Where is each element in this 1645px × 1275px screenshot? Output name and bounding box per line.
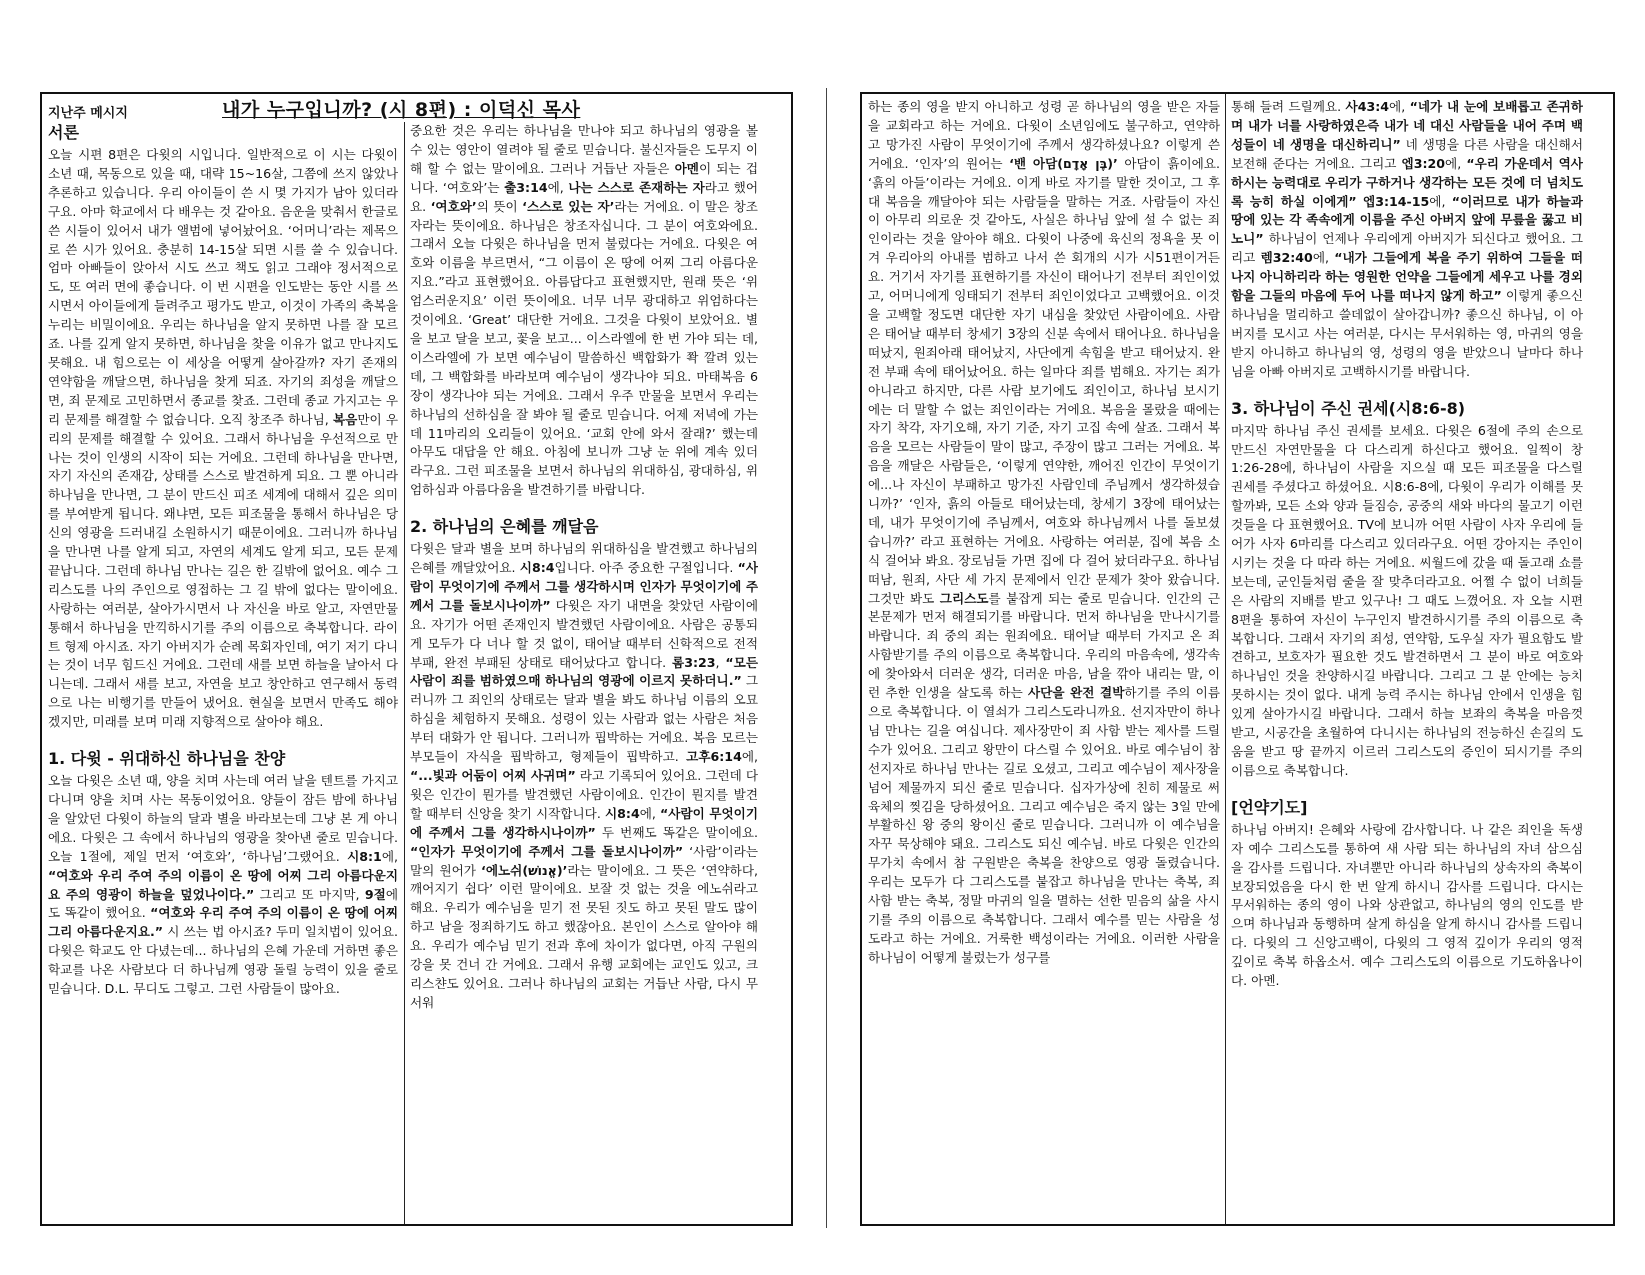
left-column-2 xyxy=(410,122,758,1220)
section-1-paragraph xyxy=(48,772,398,999)
text: 중요한 것은 우리는 하나님을 만나야 되고 하나님의 영광을 볼 수 있는 영안이 열려야 될 줄로 믿습니다. 불신자들은 도무지 이해 할 수 없는 말이에요. 그러나 거듭난 자들은 xyxy=(410,123,758,176)
quote: “내가 그들에게 복을 주기 위하여 그들을 떠나지 아니하리라 하는 영원한 언약을 그들에게 세우고 나를 경외함을 그들의 마음에 두어 나를 떠나지 않게 하고” xyxy=(1231,250,1583,304)
quote: ‘스스로 있는 자’ xyxy=(522,198,615,214)
prayer-paragraph: 하나님 아버지! 은혜와 사랑에 감사합니다. 나 같은 죄인을 독생자 예수 그리스도를 통하여 새 사람 되는 하나님의 자녀 삼으심을 감사를 드립니다. 자녀뿐만 아니라 하나님의 상속자의 축복이 보장되었음을 다시 한 번 알게 하시니 감사를 드립니다. 다시는 무서워하는 종의 영이 나와 상관없고, 하나님의 영의 인도를 받으며 하나님과 동행하며 살게 하심을 알게 하시니 감사를 드립니다. 다윗의 그 신앙고백이, 다윗의 그 영적 깊이가 우리의 영적 깊이로 축복 하옵소서. 예수 그리스도의 이름으로 기도하옵나이다. 아멘. xyxy=(1231,821,1583,989)
intro-bold: 복음 xyxy=(332,411,358,427)
text: 라는 말이에요. 그 뜻은 ‘연약하다, 깨어지기 쉽다’ 이런 말이에요. 보잘 것 없는 것을 에노쉬라고 해요. 우리가 예수님을 믿기 전 못된 짓도 하고 못된 말도 많이 하고 남을 정죄하기도 하고 했잖아요. 본인이 스스로 알아야 해요. 우리가 예수님 믿기 전과 후에 차이가 없다면, 아직 구원의 강을 못 건너 간 거에요. 그래서 유행 교회에는 교인도 있고, 크리스챤도 있어요. 그러나 하나님의 교회는 거듭난 사람, 다시 무서워 xyxy=(410,862,758,1010)
text: 아담이 흙이에요. ‘흙의 아들’이라는 거에요. 이게 바로 자기를 말한 것이고, 그 후대 복음을 깨달아야 되는 사람들을 말하는 거죠. 사람들이 자신이 아무리 의로운 것 같아도, 사실은 하나님 앞에 설 수 없는 죄인이라는 것을 알아야 해요. 다윗이 나중에 육신의 정욕을 못 이겨 우리아의 아내를 범하고 나서 쓴 회개의 시가 시51편이거든요. 거기서 자기를 표현하기를 자신이 태어나기 전부터 죄인이었고, 어머니에게 잉태되기 전부터 죄인이었다고 고백했어요. 이것을 고백할 정도면 대단한 자기 내심을 찾았던 사람이에요. 사람은 태어날 때부터 창세기 3장의 신분 속에서 태어나요. 하나님을 떠났지, 원죄아래 태어났지, 사단에게 속힘을 받고 태어났지. 완전 부패 속에 태어났어요. 하는 일마다 죄를 범해요. 자기는 죄가 아니라고 하지만, 다른 사람 보기에도 죄인이고, 하나님 보시기에는 더 말할 수 없는 죄인이라는 거에요. 복음을 몰랐을 때에는 자기 착각, 자기오해, 자기 기준, 자기 고집 속에 살죠. 그래서 복음을 모르는 사람들이 말이 많고, 주장이 많고 그러는 거에요. 복음을 깨달은 사람들은, ‘이렇게 연약한, 깨어진 인간이 무엇이기에...나 자신이 부패하고 망가진 사람인데 주님께서 생각하셨습니까?’ ‘인자, 흙의 아들로 태어났는데, 창세기 3장에 태어났는데, 내가 무엇이기에 주님께서, 여호와 하나님께서 나를 돌보셨습니까?’ 라고 표현하는 거에요. 사랑하는 여러분, 집에 복음 소식 걸어놔 봐요. 장로님들 가면 집에 다 걸어 놨더라구요. 하나님 떠남, 원죄, 사단 세 가지 문제에서 인간 문제가 찾아 왔습니다. 그것만 봐도 xyxy=(868,155,1220,606)
column-divider xyxy=(1225,94,1226,1224)
quote: ‘에노쉬(אֱנוֹשׁ)’ xyxy=(481,862,568,878)
quote: 나는 스스로 존재하는 자 xyxy=(568,179,705,195)
sermon-title: 내가 누구입니까? (시 8편) : 이덕신 목사 xyxy=(222,99,581,121)
heading-section-1: 1. 다윗 - 위대하신 하나님을 찬양 xyxy=(48,749,286,769)
page-header xyxy=(42,94,791,124)
bold-text: 아멘 xyxy=(674,160,699,176)
text: 라고 기록되어 있어요. 그런데 다윗은 인간이 뭔가를 발견했던 사람이에요. 인간이 뭔지를 발견할 때부터 신앙을 찾기 시작합니다. xyxy=(410,768,758,821)
text: 라고 했어요. xyxy=(410,179,758,214)
text: 에, xyxy=(1312,250,1335,266)
s1-text: 에, xyxy=(381,848,398,864)
text: 에, xyxy=(1429,193,1452,209)
quote: “사람이 무엇이기에 주께서 그를 생각하시며 인자가 무엇이기에 주께서 그를 돌보시나이까” xyxy=(410,560,758,613)
bold-text: 사단을 완전 결박 xyxy=(1027,685,1125,701)
heading-intro: 서론 xyxy=(48,123,79,142)
text: 에, xyxy=(1445,155,1467,171)
text: 네 생명을 다른 사람을 대신해서 보전해 준다는 거에요. 그리고 xyxy=(1231,136,1583,171)
section-label: 지난주 메시지 xyxy=(48,106,128,121)
text: 다윗은 자기 내면을 찾았던 사람이에요. 자기가 어떤 존재인지 발견했던 사람이에요. 사람은 공통되게 모두가 다 너나 할 것 없이, 태어날 때부터 신학적으로 전적부패, 완전 부패된 상태로 태어났다고 합니다. xyxy=(410,597,758,670)
bold-text: ‘밴 아담(בֶּן אָדָם)’ xyxy=(1009,155,1118,171)
quote: “...빛과 어둠이 어찌 사귀며” xyxy=(410,768,576,783)
heading-prayer: [언약기도] xyxy=(1231,797,1308,817)
s1-text: 그리고 또 마지막, xyxy=(254,886,365,902)
text: 에, xyxy=(741,749,758,765)
quote: ‘여호와’ xyxy=(430,198,477,214)
s1-text: 오늘 다윗은 소년 때, 양을 치며 사는데 여러 날을 텐트를 가지고 다니며 양을 치며 사는 목동이었어요. 양들이 잠든 밤에 하나님을 알았던 다윗이 하늘의 달과 별을 바라보는데 그냥 본 게 아니에요. 다윗은 그 속에서 하나님의 영광을 찾아낸 줄로 믿습니다. 오늘 1절에, 제일 먼저 ‘여호와’, ‘하나님’그랬어요. xyxy=(48,773,398,864)
right-col2-paragraph xyxy=(1231,98,1583,382)
text: 라는 거에요. 이 말은 창조자라는 뜻이에요. 하나님은 창조자십니다. 그 분이 여호와에요. 그래서 오늘 다윗은 하나님을 먼저 불렀다는 거에요. 다윗은 여호와 이름을 부르면서, “그 이름이 온 땅에 어찌 그리 아름다운지요.”라고 표현했어요. 아름답다고 표현했지만, 원래 뜻은 ‘위엄스러운지요’ 이런 뜻이에요. 너무 너무 광대하고 위엄하다는 것이에요. ‘Great’ 대단한 거에요. 그것을 다윗이 보았어요. 별을 보고 달을 보고, 꽃을 보고... 이스라엘에 한 번 가야 되는 데, 이스라엘에 가 보면 예수님이 말씀하신 백합화가 쫙 깔려 있는데, 그 백합화를 바라보며 예수님이 생각나야 되요. 마태복음 6장이 생각나야 되는 거에요. 그래서 우주 만물을 보면서 우리는 하나님의 선하심을 잘 봐야 될 줄로 믿습니다. 어제 저녁에 가는데 11마리의 오리들이 있어요. ‘교회 안에 와서 잘래?’ 했는데 아무도 대답을 안 해요. 아침에 보니까 그냥 눈 위에 계속 있더라구요. 그런 피조물을 보면서 하나님의 위대하심, 광대하심, 위엄하심과 아름다움을 발견하기를 바랍니다. xyxy=(410,198,758,498)
intro-text: 오늘 시편 8편은 다윗의 시입니다. 일반적으로 이 시는 다윗이 소년 때, 목동으로 있을 때, 대략 15~16살, 그쯤에 쓰지 않았나 추론하고 있습니다. 우리 아이들이 쓴 시 몇 가지가 남아 있더라구요. 아마 학교에서 다 배우는 것 같아요. 음운을 맞춰서 한글로 쓴 시들이 있어서 내가 앨범에 넣어놨어요. ‘어머니’라는 제목으로 쓴 시가 있어요. 충분히 14-15살 되면 시를 쓸 수 있습니다. 엄마 아빠들이 앉아서 시도 쓰고 책도 읽고 그래야 정서적으로도, 또 여러 면에 좋습니다. 이 번 시편을 인도받는 동안 시를 쓰시면서 아이들에게 들려주고 평가도 받고, 이것이 가족의 축복을 누리는 비밀이에요. 우리는 하나님을 알지 못하면 나를 잘 모르죠. 나를 깊게 알지 못하면, 하나님을 찾을 이유가 없고 만나지도 못해요. 내 힘으로는 이 세상을 어떻게 살아갈까? 자기 존재의 연약함을 깨달으면, 하나님을 찾게 되죠. 자기의 죄성을 깨달으면, 죄 문제로 고민하면서 종교를 찾죠. 그런데 종교 가지고는 우리 문제를 해결할 수 없습니다. 오직 창조주 하나님, xyxy=(48,147,398,427)
section-2-paragraph xyxy=(410,540,758,1013)
text: 에, xyxy=(1389,99,1410,114)
text: 를 붙잡게 되는 줄로 믿습니다. 인간의 근본문제가 먼저 해결되기를 바랍니다. 먼저 하나님을 만나시기를 바랍니다. 죄 중의 죄는 원죄에요. 태어날 때부터 가지고 온 죄 사함받기를 주의 이름으로 축복합니다. 우리의 마음속에, 생각속에 찾아와서 더러운 생각, 더러운 마음, 남을 깎아 내리는 말, 이런 추한 인생을 살도록 하는 xyxy=(868,590,1220,701)
page-gutter-rule xyxy=(826,88,827,1228)
text: 하기를 주의 이름으로 축복합니다. 이 열쇠가 그리스도라니까요. 선지자만이 하나님 만나는 길을 여십니다. 제사장만이 죄 사함 받는 제사를 드릴수가 있어요. 그리고 왕만이 다스릴 수 있어요. 바로 예수님이 참 선지자로 하나님 만나는 길로 오셨고, 그리고 예수님이 제사장을 넘어 제물까지 되신 줄로 믿습니다. 십자가상에 친히 제물로 써 육체의 찢김을 당하셨어요. 그리고 예수님은 죽지 않는 3일 만에 부활하신 왕 중의 왕이신 줄로 믿습니다. 그러니까 이 예수님을 자꾸 묵상해야 돼요. 그리스도 되신 예수님. 바로 다윗은 인간의 무가치 속에서 참 구원받은 축복을 찬양으로 영광 돌렸습니다. 우리는 모두가 다 그리스도를 붙잡고 하나님을 만나는 축복, 죄 사함 받는 축복, 정말 마귀의 일을 멸하는 선한 믿음의 삶을 사시기를 주의 이름으로 축복합니다. 그래서 예수를 믿는 사람을 성도라고 하는 거에요. 거룩한 백성이라는 거에요. 이러한 사람을 하나님이 어떻게 불렀는가 성구를 xyxy=(868,685,1220,965)
text: 두 번째도 똑같은 말이에요. xyxy=(595,824,758,840)
text: , xyxy=(715,654,726,670)
bible-ref: 사43:4 xyxy=(1345,99,1390,114)
right-column-2 xyxy=(1231,98,1583,1220)
text: 이렇게 좋으신 하나님을 멀리하고 쓸데없이 살아갑니까? 좋으신 하나님, 이 아버지를 모시고 사는 여러분, 다시는 무서워하는 영, 마귀의 영을 받지 아니하고 하나님의 영, 성령의 영을 받았으니 날마다 하나님을 아빠 아버지로 고백하시기를 바랍니다. xyxy=(1231,288,1583,379)
quote: “사람이 무엇이기에 주께서 그를 생각하시나이까” xyxy=(410,805,758,840)
text: 하는 종의 영을 받지 아니하고 성령 곧 하나님의 영을 받은 자들을 교회라고 하는 거에요. 다윗이 소년임에도 불구하고, 연약하고 망가진 사람이 무엇이기에 주께서 생각하셨나요? 이렇게 쓴 거에요. ‘인자’의 원어는 xyxy=(868,99,1220,171)
quote: “이러므로 내가 하늘과 땅에 있는 각 족속에게 이름을 주신 아버지 앞에 무릎을 꿇고 비노니” xyxy=(1231,193,1583,247)
bold-text: 그리스도 xyxy=(939,590,989,606)
quote: “모든 사람이 죄를 범하였으매 하나님의 영광에 이르지 못하더니.” xyxy=(410,654,758,689)
bible-ref: 시8:4 xyxy=(604,805,640,821)
right-page xyxy=(860,92,1615,1226)
left-page xyxy=(40,92,793,1226)
text: 하나님이 언제나 우리에게 아버지가 되신다고 했어요. 그리고 xyxy=(1231,231,1583,266)
bible-ref: 엡3:14-15 xyxy=(1363,193,1430,209)
quote: “인자가 무엇이기에 주께서 그를 돌보시나이까” xyxy=(410,843,684,859)
heading-section-3: 3. 하나님이 주신 권세(시8:6-8) xyxy=(1231,398,1466,418)
s1-text: 시 쓰는 법 아시죠? 두미 일치법이 있어요. 다윗은 학교도 안 다녔는데... 하나님의 은혜 가운데 거하면 좋은 학교를 나온 사람보다 더 하나님께 영광 돌릴 능력이 있을 줄로 믿습니다. D.L. 무디도 그렇고. 그런 사람들이 많아요. xyxy=(48,924,398,997)
s1-quote: “여호와 우리 주여 주의 이름이 온 땅에 어찌 그리 아름다운지요.” xyxy=(48,905,398,940)
bible-ref: 롬3:23 xyxy=(672,654,716,670)
bible-ref: 고후6:14 xyxy=(686,749,742,765)
s1-ref: 9절 xyxy=(364,886,386,902)
column-divider xyxy=(404,122,405,1224)
text: 이 되는 겁니다. ‘여호와’는 xyxy=(410,160,758,195)
heading-section-2: 2. 하나님의 은혜를 깨달음 xyxy=(410,517,599,537)
col2-paragraph xyxy=(410,122,758,500)
bible-ref: 엡3:20 xyxy=(1401,155,1446,171)
text: 에, xyxy=(639,805,661,821)
bible-ref: 렘32:40 xyxy=(1260,250,1313,266)
quote: “네가 내 눈에 보배롭고 존귀하며 내가 너를 사랑하였은즉 내가 네 대신 사람들을 내어 주며 백성들이 네 생명을 대신하리니” xyxy=(1231,99,1583,152)
quote: “우리 가운데서 역사하시는 능력대로 우리가 구하거나 생각하는 모든 것에 더 넘치도록 능히 하실 이에게” xyxy=(1231,155,1583,209)
left-column-1 xyxy=(48,122,398,1220)
right-column-1 xyxy=(868,98,1220,1220)
text: 에, xyxy=(547,179,569,195)
right-col1-paragraph xyxy=(868,98,1220,968)
intro-paragraph xyxy=(48,146,398,732)
text: 다윗은 달과 별을 보며 하나님의 위대하심을 발견했고 하나님의 은혜를 깨달았어요. xyxy=(410,541,758,576)
bible-ref: 출3:14 xyxy=(504,179,548,195)
text: 입니다. 아주 중요한 구절입니다. xyxy=(554,560,738,576)
text: ‘사람’이라는 말의 원어가 xyxy=(410,843,758,878)
text: 의 뜻이 xyxy=(476,198,523,214)
intro-text-rest: 만이 우리의 문제를 해결할 수 있어요. 그래서 하나님을 우선적으로 만나는 것이 인생의 시작이 되는 거에요. 그런데 하나님을 만나면, 자기 자신의 존재감, 상태를 스스로 발견하게 되요. 그 뿐 아니라 하나님을 만나면, 그 분이 만드신 피조 세계에 대해서 깊은 의미를 부여받게 됩니다. 왜냐면, 모든 피조물을 통해서 하나님은 당신의 영광을 드러내길 소원하시기 때문이에요. 그러니까 하나님을 만나면 나를 알게 되고, 자연의 세계도 알게 되고, 모든 문제 끝납니다. 그런데 하나님 만나는 길은 한 길밖에 없어요. 예수 그리스도를 나의 주인으로 영접하는 그 길 밖에 없다는 말이에요. 사랑하는 여러분, 살아가시면서 나 자신을 바로 알고, 자연만물 통해서 하나님을 만끽하시기를 주의 이름으로 축복합니다. 라이트 형제 아시죠. 자기 아버지가 순례 목회자인데, 여기 저기 다니는 것이 너무 힘드신 거에요. 그런데 새를 보면 하늘을 날아서 다니는데. 그래서 새를 보고, 자연을 보고 창안하고 연구해서 동력으로 나는 비행기를 만들어 냈어요. 현실을 보면서 만족도 해야겠지만, 미래를 보며 미래 지향적으로 살아야 해요. xyxy=(48,411,398,730)
text: 그러니까 그 죄인의 상태로는 달과 별을 봐도 하나님 이름의 오묘하심을 체험하지 못해요. 성령이 있는 사람과 없는 사람은 처음부터 대화가 안 됩니다. 그러니까 핍박하는 거에요. 복음 모르는 부모들이 자식을 핍박하고, 형제들이 핍박하고. xyxy=(410,673,758,765)
s1-ref: 시8:1 xyxy=(347,848,382,864)
section-3-paragraph: 마지막 하나님 주신 권세를 보세요. 다윗은 6절에 주의 손으로 만드신 자연만물을 다 다스리게 하신다고 했어요. 일찍이 창1:26-28에, 하나님이 사람을 지으실 때 모든 피조물을 다스릴 권세를 주셨다고 하셨어요. 시8:6-8에, 다윗이 우리가 이해를 못 할까봐, 모든 소와 양과 들짐승, 공중의 새와 바다의 물고기 이런 것들을 다 표현했어요. TV에 보니까 어떤 사람이 사자 우리에 들어가 사자 6마리를 다스리고 있더라구요. 어떤 강아지는 주인이 시키는 것을 다 따라 하는 거에요. 씨월드에 갔을 때 돌고래 쇼를 보는데, 군인들처럼 줄을 잘 맞추더라고요. 어쩔 수 없이 너희들은 사람의 지배를 받고 있구나! 그 때도 느꼈어요. 자 오늘 시편 8편을 통하여 자신이 누구인지 발견하시기를 주의 이름으로 축복합니다. 그래서 자기의 죄성, 연약함, 도우실 자가 필요함도 발견하고, 보호자가 필요한 것도 발견하면서 그 분이 바로 여호와 하나님인 것을 찬양하시길 바랍니다. 그리고 그 분 안에는 능치 못하시는 것이 없다. 내게 능력 주시는 하나님 안에서 인생을 힘 있게 살아가시길 바랍니다. 그래서 하늘 보좌의 축복을 마음껏 받고, 시공간을 초월하여 다니시는 하나님의 전능하신 손길의 도움을 받고 땅 끝까지 이르러 그리스도의 증인이 되시기를 주의 이름으로 축복합니다. xyxy=(1231,422,1583,778)
bible-ref: 시8:4 xyxy=(519,560,555,576)
s1-text: 에도 똑같이 했어요. xyxy=(48,886,398,921)
s1-quote: “여호와 우리 주여 주의 이름이 온 땅에 어찌 그리 아름다운지요 주의 영광이 하늘을 덮었나이다.” xyxy=(48,867,398,902)
text: 통해 들려 드릴께요. xyxy=(1231,99,1346,114)
